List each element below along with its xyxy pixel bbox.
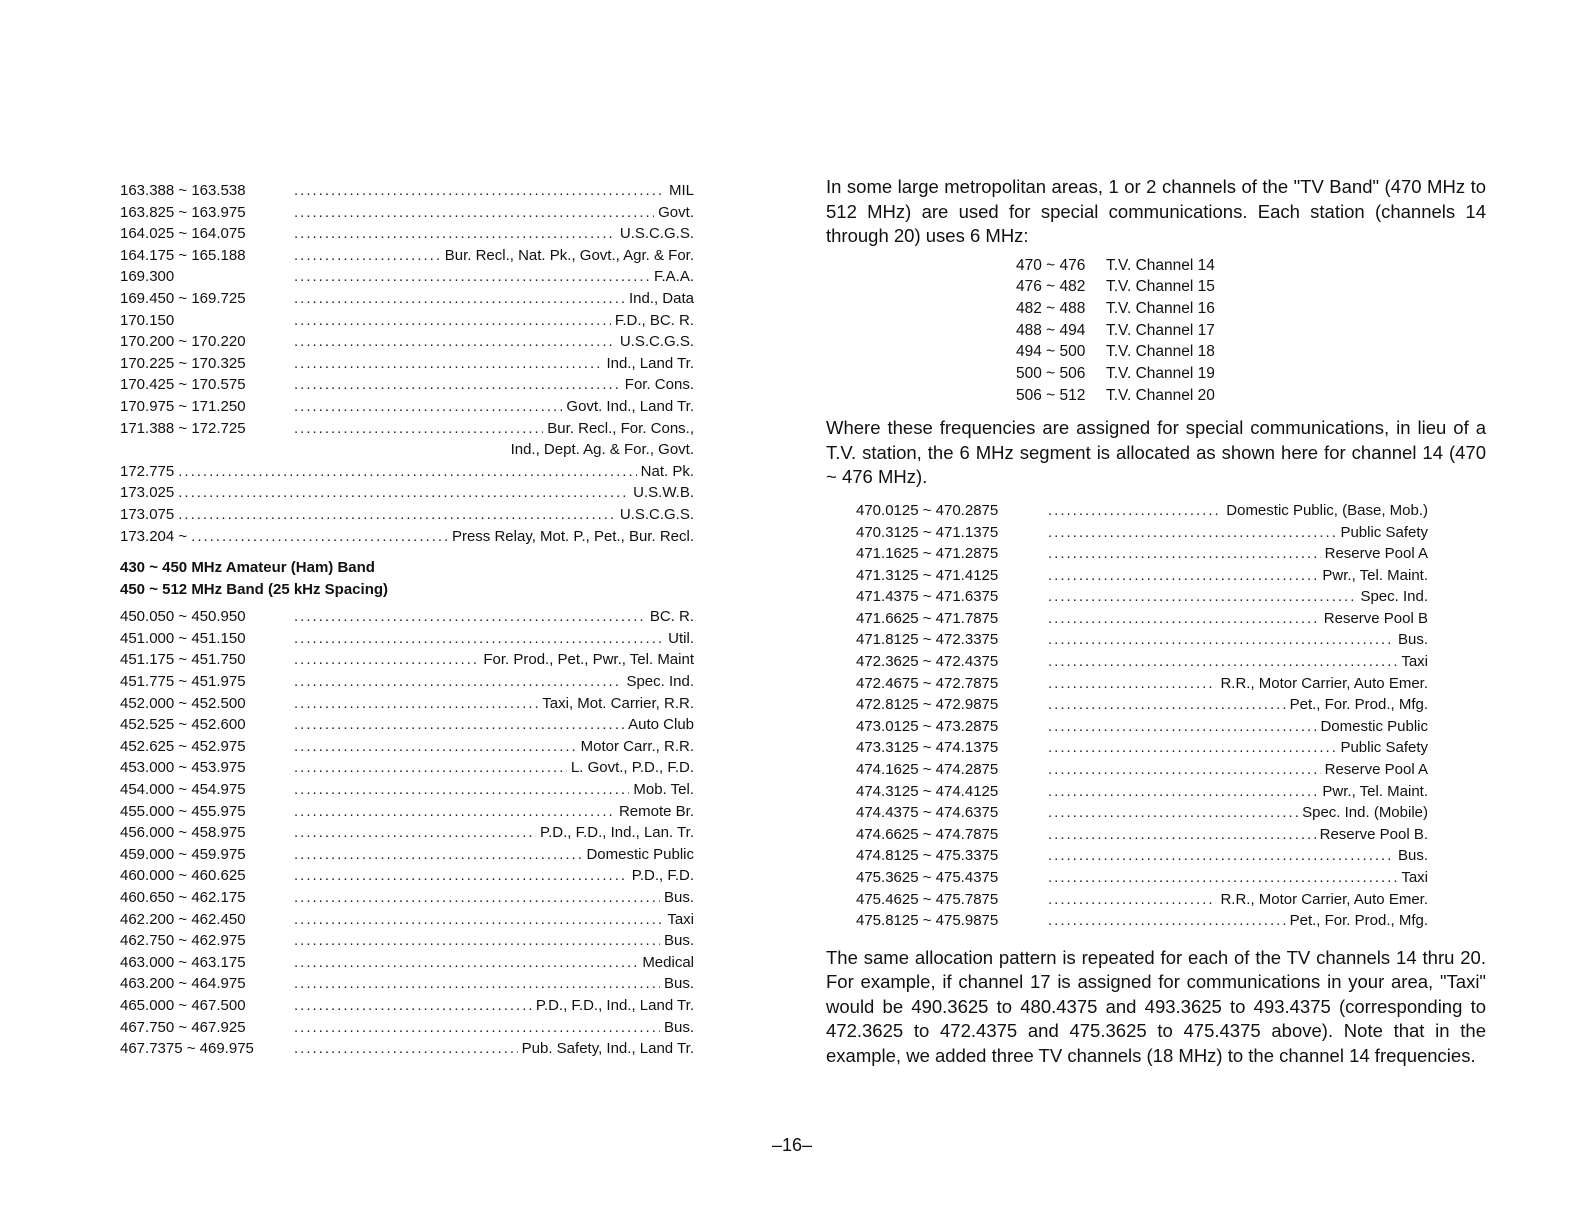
frequency-range: 462.750 ~ 462.975 bbox=[120, 932, 246, 950]
table-row bbox=[120, 606, 694, 628]
frequency-range: 163.825 ~ 163.975 bbox=[120, 203, 246, 221]
frequency-range: 463.000 ~ 463.175 bbox=[120, 953, 246, 971]
dot-leader bbox=[178, 504, 616, 526]
table-row bbox=[856, 759, 1428, 781]
tv-channel-row bbox=[1016, 320, 1486, 342]
dot-leader bbox=[294, 736, 577, 758]
dot-leader bbox=[294, 331, 616, 353]
dot-leader bbox=[1048, 629, 1394, 651]
dot-leader bbox=[294, 865, 628, 887]
service-description: P.D., F.D. bbox=[631, 867, 694, 885]
service-description: Mob. Tel. bbox=[633, 781, 694, 799]
dot-leader bbox=[1048, 543, 1321, 565]
tv-channel-row bbox=[1016, 363, 1486, 385]
table-row bbox=[120, 822, 694, 844]
table-row bbox=[856, 910, 1428, 932]
frequency-range: 455.000 ~ 455.975 bbox=[120, 802, 246, 820]
table-row bbox=[120, 310, 694, 332]
table-row bbox=[856, 629, 1428, 651]
frequency-range: 472.8125 ~ 472.9875 bbox=[856, 696, 999, 714]
service-description: Spec. Ind. (Mobile) bbox=[1302, 804, 1428, 822]
service-description: R.R., Motor Carrier, Auto Emer. bbox=[1220, 674, 1428, 692]
service-description: Domestic Public, (Base, Mob.) bbox=[1226, 501, 1428, 519]
frequency-range: 451.175 ~ 451.750 bbox=[120, 651, 246, 669]
service-description: Taxi, Mot. Carrier, R.R. bbox=[542, 694, 694, 712]
service-description: Taxi bbox=[1401, 653, 1428, 671]
table-row bbox=[120, 223, 694, 245]
frequency-range: 170.425 ~ 170.575 bbox=[120, 376, 246, 394]
frequency-range: 171.388 ~ 172.725 bbox=[120, 419, 246, 437]
tv-channel-row bbox=[1016, 385, 1486, 407]
service-description: Press Relay, Mot. P., Pet., Bur. Recl. bbox=[451, 527, 694, 545]
frequency-range: 475.4625 ~ 475.7875 bbox=[856, 890, 999, 908]
frequency-range: 467.7375 ~ 469.975 bbox=[120, 1040, 254, 1058]
service-description: U.S.C.G.S. bbox=[619, 225, 694, 243]
table-row bbox=[856, 565, 1428, 587]
dot-leader bbox=[1048, 824, 1316, 846]
table-row bbox=[856, 845, 1428, 867]
tv-channel-range: 470 ~ 476 bbox=[1016, 256, 1086, 274]
service-description: Bus. bbox=[663, 932, 694, 950]
service-description: Bur. Recl., Nat. Pk., Govt., Agr. & For. bbox=[444, 246, 694, 264]
tv-channel-label: T.V. Channel 20 bbox=[1106, 386, 1215, 404]
table-row bbox=[120, 930, 694, 952]
dot-leader bbox=[1048, 565, 1318, 587]
table-row bbox=[120, 952, 694, 974]
dot-leader bbox=[294, 1017, 660, 1039]
service-description: P.D., F.D., Ind., Lan. Tr. bbox=[540, 824, 694, 842]
dot-leader bbox=[294, 310, 611, 332]
frequency-range: 164.025 ~ 164.075 bbox=[120, 225, 246, 243]
frequency-range: 475.3625 ~ 475.4375 bbox=[856, 869, 999, 887]
service-description: Pwr., Tel. Maint. bbox=[1322, 782, 1428, 800]
table-row bbox=[120, 288, 694, 310]
service-description: Domestic Public bbox=[1320, 717, 1428, 735]
service-description: Reserve Pool B. bbox=[1319, 825, 1428, 843]
dot-leader bbox=[1048, 694, 1286, 716]
service-description: Taxi bbox=[667, 910, 694, 928]
frequency-range: 459.000 ~ 459.975 bbox=[120, 845, 246, 863]
service-description: U.S.C.G.S. bbox=[619, 505, 694, 523]
frequency-range: 451.775 ~ 451.975 bbox=[120, 673, 246, 691]
frequency-range: 471.1625 ~ 471.2875 bbox=[856, 545, 999, 563]
frequency-range: 474.6625 ~ 474.7875 bbox=[856, 825, 999, 843]
frequency-range: 452.625 ~ 452.975 bbox=[120, 737, 246, 755]
service-description: L. Govt., P.D., F.D. bbox=[570, 759, 694, 777]
frequency-range: 474.4375 ~ 474.6375 bbox=[856, 804, 999, 822]
table-row bbox=[856, 500, 1428, 522]
tv-channel-row bbox=[1016, 255, 1486, 277]
table-row bbox=[856, 608, 1428, 630]
service-description: Reserve Pool B bbox=[1323, 609, 1428, 627]
frequency-range: 172.775 bbox=[120, 462, 175, 480]
table-row bbox=[856, 586, 1428, 608]
table-row bbox=[120, 693, 694, 715]
dot-leader bbox=[294, 757, 567, 779]
table-row bbox=[120, 526, 694, 548]
frequency-range: 474.8125 ~ 475.3375 bbox=[856, 847, 999, 865]
frequency-range: 470.0125 ~ 470.2875 bbox=[856, 501, 999, 519]
table-row bbox=[856, 802, 1428, 824]
tv-channel-list bbox=[1016, 255, 1486, 407]
service-description: Nat. Pk. bbox=[640, 462, 694, 480]
service-description: Auto Club bbox=[628, 716, 694, 734]
frequency-range: 170.225 ~ 170.325 bbox=[120, 354, 246, 372]
table-row bbox=[856, 781, 1428, 803]
tv-channel-label: T.V. Channel 19 bbox=[1106, 365, 1215, 383]
service-description: P.D., F.D., Ind., Land Tr. bbox=[535, 996, 694, 1014]
frequency-range: 170.200 ~ 170.220 bbox=[120, 333, 246, 351]
dot-leader bbox=[294, 801, 615, 823]
frequency-range: 463.200 ~ 464.975 bbox=[120, 975, 246, 993]
tv-channel-label: T.V. Channel 17 bbox=[1106, 321, 1215, 339]
dot-leader bbox=[294, 266, 650, 288]
dot-leader bbox=[1048, 845, 1394, 867]
left-column bbox=[120, 180, 694, 1060]
dot-leader bbox=[1048, 522, 1336, 544]
frequency-range: 170.975 ~ 171.250 bbox=[120, 397, 246, 415]
table-row bbox=[120, 887, 694, 909]
frequency-range: 170.150 bbox=[120, 311, 175, 329]
dot-leader bbox=[294, 628, 664, 650]
frequency-range: 473.0125 ~ 473.2875 bbox=[856, 717, 999, 735]
service-description: Pub. Safety, Ind., Land Tr. bbox=[521, 1040, 694, 1058]
dot-leader bbox=[294, 671, 622, 693]
dot-leader bbox=[191, 526, 448, 548]
table-row bbox=[120, 245, 694, 267]
tv-channel-row bbox=[1016, 298, 1486, 320]
table-row bbox=[856, 824, 1428, 846]
tv-channel-range: 494 ~ 500 bbox=[1016, 343, 1086, 361]
dot-leader bbox=[294, 223, 616, 245]
tv-channel-label: T.V. Channel 15 bbox=[1106, 278, 1215, 296]
channel14-allocation-table bbox=[856, 500, 1428, 932]
service-description: Util. bbox=[668, 629, 694, 647]
where-paragraph: Where these frequencies are assigned for special communications, in lieu of a T.V. station, the 6 MHz segment is allocated as shown here for channel 14 (470 ~ 476 MHz). bbox=[826, 417, 1486, 488]
frequency-table-b bbox=[120, 461, 694, 547]
frequency-range: 475.8125 ~ 475.9875 bbox=[856, 912, 999, 930]
dot-leader bbox=[178, 461, 636, 483]
table-row bbox=[120, 757, 694, 779]
frequency-range: 470.3125 ~ 471.1375 bbox=[856, 523, 999, 541]
dot-leader bbox=[294, 887, 660, 909]
service-description: Domestic Public bbox=[586, 845, 694, 863]
dot-leader bbox=[294, 693, 538, 715]
dot-leader bbox=[294, 930, 660, 952]
dot-leader bbox=[1048, 910, 1286, 932]
table-row bbox=[120, 973, 694, 995]
dot-leader bbox=[294, 374, 621, 396]
dot-leader bbox=[294, 202, 654, 224]
tv-channel-label: T.V. Channel 18 bbox=[1106, 343, 1215, 361]
frequency-range: 474.1625 ~ 474.2875 bbox=[856, 761, 999, 779]
service-description: Reserve Pool A bbox=[1324, 545, 1428, 563]
tv-channel-range: 482 ~ 488 bbox=[1016, 299, 1086, 317]
service-description: Bus. bbox=[663, 975, 694, 993]
table-row bbox=[856, 543, 1428, 565]
table-row bbox=[856, 522, 1428, 544]
frequency-range: 453.000 ~ 453.975 bbox=[120, 759, 246, 777]
dot-leader bbox=[294, 952, 638, 974]
frequency-range: 163.388 ~ 163.538 bbox=[120, 182, 246, 199]
table-row bbox=[120, 331, 694, 353]
dot-leader bbox=[294, 714, 624, 736]
tv-channel-row bbox=[1016, 341, 1486, 363]
service-description: U.S.C.G.S. bbox=[619, 333, 694, 351]
closing-paragraph: The same allocation pattern is repeated for each of the TV channels 14 thru 20. For example, if channel 17 is assigned for communications in your area, "Taxi" would be 490.3625 to 480.4375 and 493.3625 to 493.4375 (corresponding to 472.3625 to 472.4375 and 475.3625 to 475.4375 above). Note that in the example, we added three TV channels (18 MHz) to the channel 14 frequencies. bbox=[826, 946, 1486, 1066]
frequency-range: 452.000 ~ 452.500 bbox=[120, 694, 246, 712]
service-description: Medical bbox=[642, 953, 694, 971]
service-description: Taxi bbox=[1401, 869, 1428, 887]
frequency-range: 452.525 ~ 452.600 bbox=[120, 716, 246, 734]
tv-channel-range: 500 ~ 506 bbox=[1016, 365, 1086, 383]
service-description: For. Cons. bbox=[624, 376, 694, 394]
table-row bbox=[120, 628, 694, 650]
service-description: Bus. bbox=[663, 1018, 694, 1036]
dot-leader bbox=[294, 418, 543, 440]
frequency-range: 471.4375 ~ 471.6375 bbox=[856, 588, 999, 606]
frequency-range: 173.025 bbox=[120, 484, 175, 502]
table-row bbox=[856, 673, 1428, 695]
service-description: Ind., Land Tr. bbox=[606, 354, 694, 372]
tv-channel-label: T.V. Channel 16 bbox=[1106, 299, 1215, 317]
frequency-range: 164.175 ~ 165.188 bbox=[120, 246, 246, 264]
table-row bbox=[120, 461, 694, 483]
service-description: Ind., Data bbox=[628, 289, 694, 307]
service-description: Bus. bbox=[663, 889, 694, 906]
dot-leader bbox=[1048, 716, 1316, 738]
page-number: –16– bbox=[771, 1135, 813, 1155]
dot-leader bbox=[294, 844, 582, 866]
tv-channel-label: T.V. Channel 14 bbox=[1106, 256, 1215, 274]
frequency-range: 454.000 ~ 454.975 bbox=[120, 781, 246, 799]
table-row bbox=[120, 801, 694, 823]
dot-leader bbox=[294, 779, 629, 801]
dot-leader bbox=[294, 649, 479, 671]
service-description: MIL bbox=[668, 182, 694, 199]
service-description: For. Prod., Pet., Pwr., Tel. Maint bbox=[483, 651, 694, 669]
frequency-range: 173.204 ~ bbox=[120, 527, 188, 545]
frequency-range: 462.200 ~ 462.450 bbox=[120, 910, 246, 928]
table-row bbox=[120, 714, 694, 736]
uhf-band-heading: 450 ~ 512 MHz Band (25 kHz Spacing) bbox=[120, 580, 389, 598]
frequency-range: 471.3125 ~ 471.4125 bbox=[856, 566, 999, 584]
dot-leader bbox=[1048, 867, 1397, 889]
frequency-range: 471.8125 ~ 472.3375 bbox=[856, 631, 999, 649]
table-row bbox=[856, 694, 1428, 716]
frequency-range: 450.050 ~ 450.950 bbox=[120, 608, 246, 626]
service-description: Bus. bbox=[1397, 631, 1428, 649]
intro-paragraph: In some large metropolitan areas, 1 or 2 channels of the "TV Band" (470 MHz to 512 MHz) are used for special communications. Each station (channels 14 through 20) uses 6 MHz: bbox=[826, 176, 1486, 246]
table-row bbox=[120, 180, 694, 202]
dot-leader bbox=[294, 995, 532, 1017]
continuation-line: Ind., Dept. Ag. & For., Govt. bbox=[510, 441, 694, 459]
table-row bbox=[120, 671, 694, 693]
dot-leader bbox=[294, 396, 562, 418]
service-description: Remote Br. bbox=[618, 802, 694, 820]
frequency-range: 173.075 bbox=[120, 505, 175, 523]
dot-leader bbox=[294, 288, 625, 310]
frequency-range: 467.750 ~ 467.925 bbox=[120, 1018, 246, 1036]
service-description: Reserve Pool A bbox=[1324, 761, 1428, 779]
dot-leader bbox=[178, 482, 629, 504]
dot-leader bbox=[1048, 500, 1222, 522]
service-description: Pet., For. Prod., Mfg. bbox=[1289, 912, 1428, 930]
dot-leader bbox=[1048, 802, 1298, 824]
table-row bbox=[120, 1038, 694, 1060]
frequency-range: 460.000 ~ 460.625 bbox=[120, 867, 246, 885]
table-row bbox=[120, 353, 694, 375]
tv-channel-range: 506 ~ 512 bbox=[1016, 386, 1086, 404]
frequency-range: 474.3125 ~ 474.4125 bbox=[856, 782, 999, 800]
frequency-range: 471.6625 ~ 471.7875 bbox=[856, 609, 999, 627]
service-description: BC. R. bbox=[649, 608, 694, 626]
tv-channel-row bbox=[1016, 276, 1486, 298]
table-row bbox=[856, 651, 1428, 673]
table-row bbox=[120, 202, 694, 224]
dot-leader bbox=[294, 973, 660, 995]
frequency-range: 169.450 ~ 169.725 bbox=[120, 289, 246, 307]
dot-leader bbox=[1048, 737, 1336, 759]
dot-leader bbox=[294, 822, 536, 844]
table-row bbox=[120, 1017, 694, 1039]
tv-channel-range: 476 ~ 482 bbox=[1016, 278, 1086, 296]
dot-leader bbox=[1048, 673, 1216, 695]
frequency-range: 472.3625 ~ 472.4375 bbox=[856, 653, 999, 671]
frequency-table-a bbox=[120, 180, 694, 439]
table-row bbox=[120, 995, 694, 1017]
frequency-range: 169.300 bbox=[120, 268, 175, 286]
service-description: F.D., BC. R. bbox=[614, 311, 694, 329]
tv-channel-range: 488 ~ 494 bbox=[1016, 321, 1086, 339]
frequency-range: 451.000 ~ 451.150 bbox=[120, 629, 246, 647]
table-row bbox=[120, 418, 694, 440]
dot-leader bbox=[1048, 759, 1321, 781]
dot-leader bbox=[294, 909, 663, 931]
service-description: Govt. Ind., Land Tr. bbox=[566, 397, 694, 415]
frequency-range: 472.4675 ~ 472.7875 bbox=[856, 674, 999, 692]
service-description: Bus. bbox=[1397, 847, 1428, 865]
dot-leader bbox=[1048, 608, 1320, 630]
dot-leader bbox=[294, 180, 665, 202]
table-row bbox=[120, 736, 694, 758]
table-row bbox=[120, 649, 694, 671]
dot-leader bbox=[294, 245, 441, 267]
table-row bbox=[120, 865, 694, 887]
table-row bbox=[120, 504, 694, 526]
table-row bbox=[120, 482, 694, 504]
frequency-range: 465.000 ~ 467.500 bbox=[120, 996, 246, 1014]
table-row bbox=[120, 779, 694, 801]
amateur-band-heading: 430 ~ 450 MHz Amateur (Ham) Band bbox=[120, 559, 375, 577]
dot-leader bbox=[294, 353, 602, 375]
dot-leader bbox=[1048, 889, 1216, 911]
service-description: Spec. Ind. bbox=[626, 673, 694, 691]
table-row bbox=[120, 266, 694, 288]
frequency-table-c bbox=[120, 606, 694, 1059]
service-description: Bur. Recl., For. Cons., bbox=[547, 419, 694, 437]
service-description: Public Safety bbox=[1340, 523, 1428, 541]
dot-leader bbox=[1048, 781, 1318, 803]
right-column bbox=[826, 175, 1486, 1068]
service-description: Public Safety bbox=[1340, 739, 1428, 757]
service-description: Motor Carr., R.R. bbox=[580, 737, 694, 755]
service-description: Pet., For. Prod., Mfg. bbox=[1289, 696, 1428, 714]
frequency-range: 456.000 ~ 458.975 bbox=[120, 824, 246, 842]
table-row bbox=[120, 844, 694, 866]
service-description: Pwr., Tel. Maint. bbox=[1322, 566, 1428, 584]
table-row bbox=[856, 889, 1428, 911]
service-description: Govt. bbox=[658, 203, 694, 221]
dot-leader bbox=[294, 1038, 518, 1060]
table-row bbox=[120, 909, 694, 931]
dot-leader bbox=[294, 606, 646, 628]
table-row bbox=[120, 374, 694, 396]
service-description: R.R., Motor Carrier, Auto Emer. bbox=[1220, 890, 1428, 908]
frequency-range: 473.3125 ~ 474.1375 bbox=[856, 739, 999, 757]
frequency-range: 460.650 ~ 462.175 bbox=[120, 889, 246, 906]
service-description: U.S.W.B. bbox=[633, 484, 694, 502]
service-description: F.A.A. bbox=[653, 268, 694, 286]
table-row bbox=[120, 396, 694, 418]
table-row bbox=[856, 867, 1428, 889]
table-row bbox=[856, 716, 1428, 738]
dot-leader bbox=[1048, 651, 1397, 673]
table-row bbox=[856, 737, 1428, 759]
dot-leader bbox=[1048, 586, 1356, 608]
service-description: Spec. Ind. bbox=[1360, 588, 1428, 606]
